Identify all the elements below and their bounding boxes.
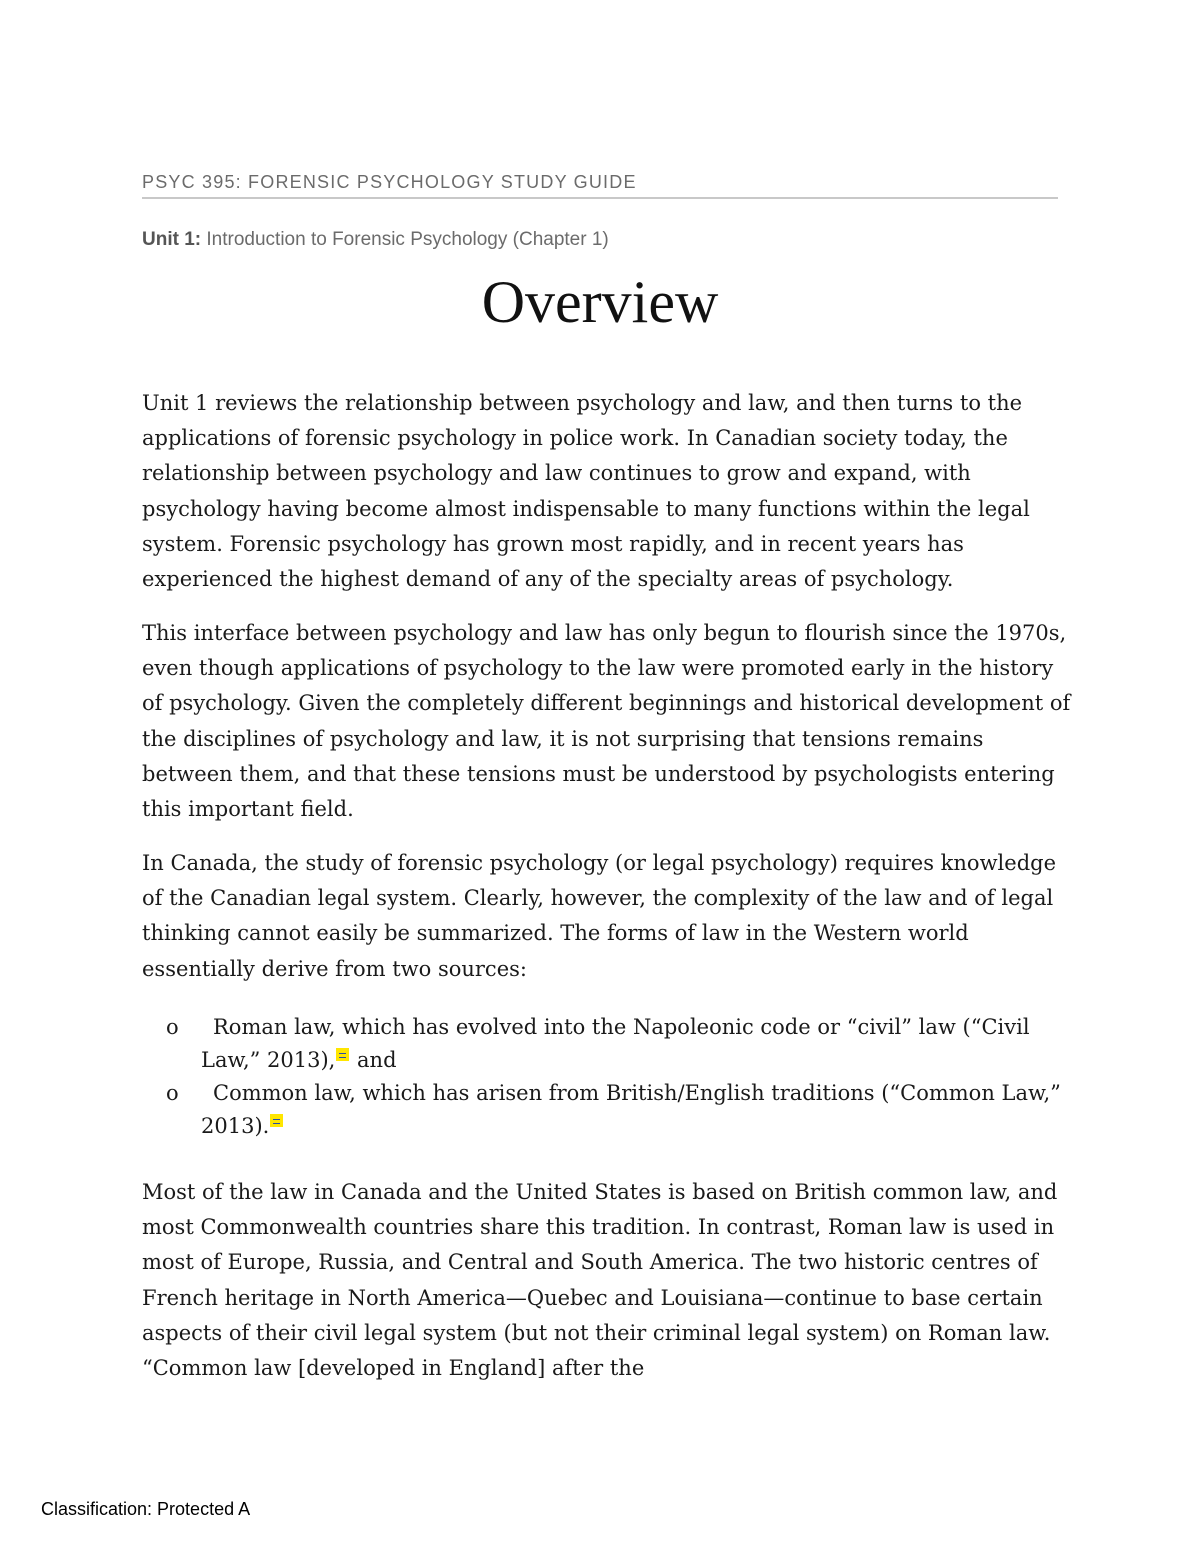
citation-marker-icon[interactable] bbox=[270, 1114, 283, 1127]
unit-title: Introduction to Forensic Psychology (Chapter 1) bbox=[206, 229, 609, 250]
course-header: PSYC 395: FORENSIC PSYCHOLOGY STUDY GUIDE bbox=[142, 172, 1058, 199]
list-item-text: Common law, which has arisen from British/English traditions (“Common Law,” 2013). bbox=[201, 1081, 1061, 1138]
list-item bbox=[142, 1011, 1072, 1077]
law-sources-list bbox=[142, 1011, 1072, 1143]
unit-heading bbox=[142, 229, 609, 251]
paragraph-canada: In Canada, the study of forensic psychology (or legal psychology) requires knowledge of the Canadian legal system. Clearly, however, the complexity of the law and of legal thinking cannot easily be summarized. The forms of law in the Western world essentially derive from two sources: bbox=[142, 851, 1057, 981]
paragraph-intro: Unit 1 reviews the relationship between psychology and law, and then turns to the applications of forensic psychology in police work. In Canadian society today, the relationship between psychology and law continues to grow and expand, with psychology having become almost indispensable to many functions within the legal system. Forensic psychology has grown most rapidly, and in recent years has experienced the highest demand of any of the specialty areas of psychology. bbox=[142, 391, 1030, 592]
bullet-circle-icon: o bbox=[166, 1015, 179, 1039]
paragraph-interface: This interface between psychology and law has only begun to flourish since the 1970s, even though applications of psychology to the law were promoted early in the history of psychology. Given the completely different beginnings and historical development of the disciplines of psychology and law, it is not surprising that tensions remains between them, and that these tensions must be understood by psychologists entering this important field. bbox=[142, 621, 1071, 822]
list-item-text: Roman law, which has evolved into the Napoleonic code or “civil” law (“Civil Law,” 2013), bbox=[201, 1015, 1030, 1072]
unit-label: Unit 1: bbox=[142, 229, 202, 250]
list-item-suffix: and bbox=[350, 1048, 397, 1072]
page-title: Overview bbox=[481, 269, 719, 335]
bullet-circle-icon: o bbox=[166, 1081, 179, 1105]
list-item bbox=[142, 1077, 1072, 1143]
classification-footer: Classification: Protected A bbox=[41, 1499, 251, 1519]
paragraph-common-law: Most of the law in Canada and the United States is based on British common law, and most Commonwealth countries share this tradition. In contrast, Roman law is used in most of Europe, Russia, and Central and South America. The two historic centres of French heritage in North America—Quebec and Louisiana—continue to base certain aspects of their civil legal system (but not their criminal legal system) on Roman law. “Common law [developed in England] after the bbox=[142, 1180, 1058, 1381]
citation-marker-icon[interactable] bbox=[336, 1048, 349, 1061]
